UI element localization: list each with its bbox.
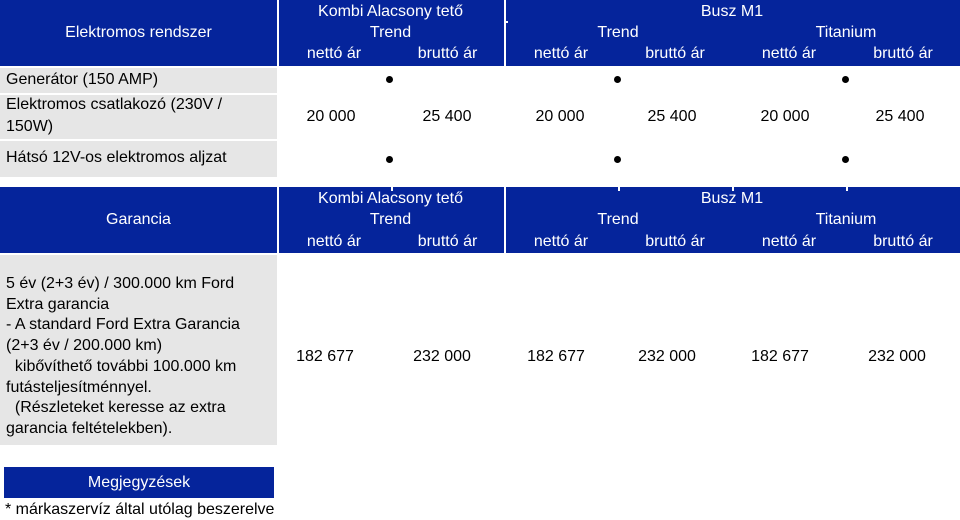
notes-text: * márkaszervíz által utólag beszerelve bbox=[5, 501, 275, 518]
col-header-busz-titanium: Titanium bbox=[815, 211, 877, 228]
warranty-line: 5 év (2+3 év) / 300.000 km Ford bbox=[6, 275, 235, 292]
col-header-busz: Busz M1 bbox=[700, 3, 764, 20]
col-header-gross: bruttó ár bbox=[873, 45, 933, 62]
col-header-gross: bruttó ár bbox=[645, 45, 705, 62]
header-divider bbox=[504, 21, 508, 23]
price-cell: 232 000 bbox=[413, 348, 471, 365]
warranty-line: (Részleteket keresse az extra bbox=[6, 399, 226, 417]
included-dot bbox=[386, 156, 393, 163]
price-cell: 25 400 bbox=[422, 108, 472, 125]
warranty-line: futásteljesítménnyel. bbox=[6, 378, 152, 396]
warranty-line: - A standard Ford Extra Garancia bbox=[6, 316, 240, 334]
included-dot bbox=[842, 76, 849, 83]
col-header-gross: bruttó ár bbox=[417, 45, 478, 62]
notes-title: Megjegyzések bbox=[87, 474, 191, 491]
col-header-gross: bruttó ár bbox=[417, 233, 478, 250]
col-header-kombi-trend: Trend bbox=[369, 24, 412, 41]
warranty-line: kibővíthető további 100.000 km bbox=[6, 357, 237, 375]
col-header-busz-trend: Trend bbox=[597, 24, 639, 41]
col-header-gross: bruttó ár bbox=[645, 233, 705, 250]
warranty-line: (2+3 év / 200.000 km) bbox=[6, 337, 163, 355]
col-header-warranty: Garancia bbox=[106, 211, 171, 228]
col-header-busz: Busz M1 bbox=[700, 190, 764, 207]
price-cell: 182 677 bbox=[527, 348, 585, 365]
price-cell: 182 677 bbox=[751, 348, 809, 365]
col-header-net: nettó ár bbox=[533, 45, 589, 62]
price-cell: 232 000 bbox=[638, 348, 696, 365]
warranty-description bbox=[6, 274, 276, 440]
col-header-busz-titanium: Titanium bbox=[815, 24, 877, 41]
col-header-kombi: Kombi Alacsony tető bbox=[318, 190, 463, 207]
col-header-net: nettó ár bbox=[306, 45, 362, 62]
row-label-socket: Elektromos csatlakozó (230V / bbox=[6, 96, 223, 113]
included-dot bbox=[614, 156, 621, 163]
price-cell: 25 400 bbox=[647, 108, 697, 125]
row-label-generator: Generátor (150 AMP) bbox=[6, 71, 159, 88]
row-label-socket-cont: 150W) bbox=[6, 118, 54, 135]
included-dot bbox=[842, 156, 849, 163]
col-header-kombi-trend: Trend bbox=[369, 211, 412, 228]
price-cell: 25 400 bbox=[875, 108, 925, 125]
col-header-net: nettó ár bbox=[533, 233, 589, 250]
price-cell: 232 000 bbox=[868, 348, 926, 365]
price-cell: 20 000 bbox=[535, 108, 585, 125]
row-label-12v-socket: Hátsó 12V-os elektromos aljzat bbox=[6, 149, 227, 166]
warranty-line: garancia feltételekben). bbox=[6, 419, 173, 437]
included-dot bbox=[386, 76, 393, 83]
price-cell: 20 000 bbox=[306, 108, 356, 125]
col-header-kombi: Kombi Alacsony tető bbox=[318, 3, 463, 20]
col-header-system: Elektromos rendszer bbox=[65, 24, 212, 41]
col-header-net: nettó ár bbox=[761, 233, 817, 250]
col-header-busz-trend: Trend bbox=[597, 211, 639, 228]
col-header-gross: bruttó ár bbox=[873, 233, 933, 250]
price-cell: 182 677 bbox=[296, 348, 354, 365]
warranty-line: Extra garancia bbox=[6, 295, 110, 313]
included-dot bbox=[614, 76, 621, 83]
col-header-net: nettó ár bbox=[761, 45, 817, 62]
col-header-net: nettó ár bbox=[306, 233, 362, 250]
price-cell: 20 000 bbox=[760, 108, 810, 125]
